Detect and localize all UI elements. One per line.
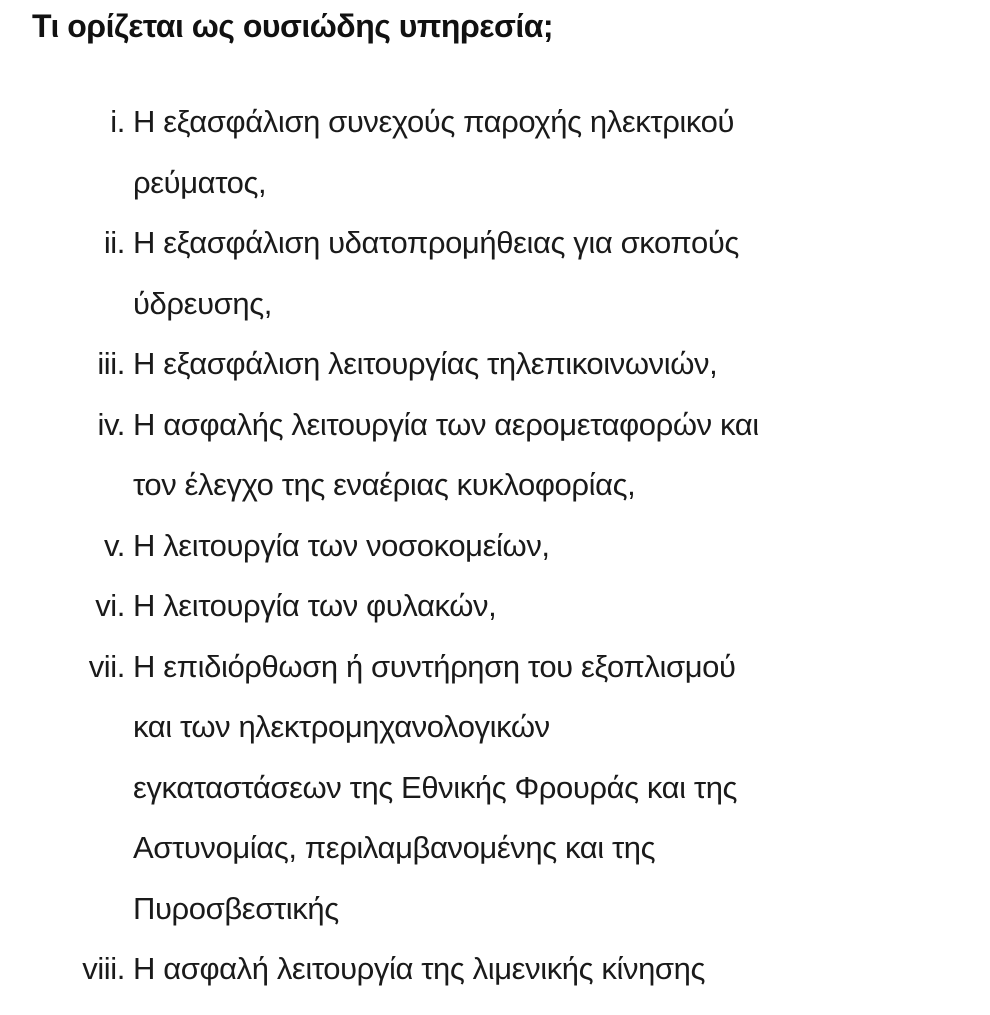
text-line: Η λειτουργία των νοσοκομείων, [133, 527, 550, 563]
essential-services-list [0, 92, 990, 1000]
text-line: Η επιδιόρθωση ή συντήρηση του εξοπλισμού [133, 648, 736, 684]
text-line: Η εξασφάλιση υδατοπρομήθειας για σκοπούς [133, 225, 739, 260]
list-item-text [125, 939, 963, 1000]
text-line: εγκαταστάσεων της Εθνικής Φρουράς και της [133, 769, 738, 805]
list-item-text [125, 576, 963, 637]
list-item-text [125, 334, 963, 395]
list-marker: vi. [95, 588, 125, 623]
list-item-text [125, 516, 963, 577]
text-line: Η ασφαλής λειτουργία των αερομεταφορών και [133, 406, 759, 442]
text-line: και των ηλεκτρομηχανολογικών [133, 709, 550, 744]
list-item [0, 516, 990, 577]
text-line: Η εξασφάλιση συνεχούς παροχής ηλεκτρικού [133, 104, 735, 139]
list-item [0, 92, 990, 213]
text-line: Πυροσβεστικής [133, 890, 339, 926]
list-item [0, 576, 990, 637]
list-item [0, 395, 990, 516]
list-marker: v. [103, 527, 125, 563]
list-item [0, 939, 990, 1000]
list-item [0, 637, 990, 940]
text-line: Η λειτουργία των φυλακών, [133, 588, 497, 623]
text-line: τον έλεγχο της εναέριας κυκλοφορίας, [133, 467, 636, 502]
text-line: ύδρευσης, [133, 285, 272, 321]
list-item-text [125, 637, 963, 940]
text-line: Αστυνομίας, περιλαμβανομένης και της [133, 830, 656, 865]
list-marker: i. [110, 104, 125, 139]
list-marker: iii. [97, 346, 125, 381]
list-marker: ii. [103, 225, 125, 260]
list-marker: vii. [88, 648, 125, 684]
question-heading: Τι ορίζεται ως ουσιώδης υπηρεσία; [32, 8, 554, 44]
list-marker: iv. [97, 406, 125, 442]
list-item-text [125, 92, 963, 213]
text-line: Η εξασφάλιση λειτουργίας τηλεπικοινωνιών, [133, 346, 718, 381]
list-item [0, 334, 990, 395]
text-line: ρεύματος, [133, 164, 267, 200]
list-item-text [125, 395, 963, 516]
list-item [0, 213, 990, 334]
list-item-text [125, 213, 963, 334]
list-marker: viii. [82, 951, 125, 986]
text-line: Η ασφαλή λειτουργία της λιμενικής κίνησης [133, 951, 706, 986]
